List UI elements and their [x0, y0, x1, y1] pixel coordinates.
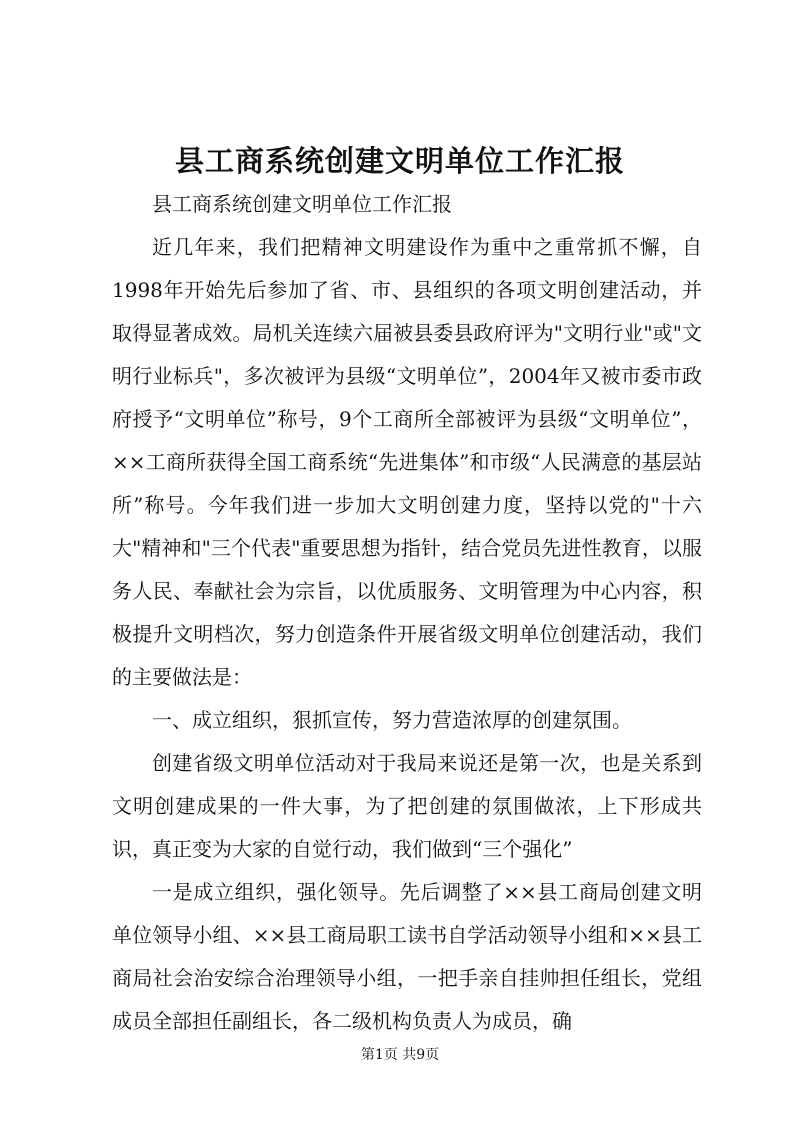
document-body	[112, 183, 702, 1043]
paragraph-first-point: 一是成立组织，强化领导。先后调整了××县工商局创建文明单位领导小组、××县工商局职工读书自学活动领导小组和××县工商局社会治安综合治理领导小组，一把手亲自挂帅担任组长，党组成员全部担任副组长，各二级机构负责人为成员，确	[112, 880, 702, 1033]
paragraph-section-heading: 一、成立组织，狠抓宣传，努力营造浓厚的创建氛围。	[152, 708, 632, 732]
paragraph-intro: 近几年来，我们把精神文明建设作为重中之重常抓不懈，自1998年开始先后参加了省、市、县组织的各项文明创建活动，并取得显著成效。局机关连续六届被县委县政府评为"文明行业"或"文明行业标兵"，多次被评为县级“文明单位”，2004年又被市委市政府授予“文明单位”称号，9个工商所全部被评为县级“文明单位”，××工商所获得全国工商系统“先进集体”和市级“人民满意的基层站所”称号。今年我们进一步加大文明创建力度，坚持以党的"十六大"精神和"三个代表"重要思想为指针，结合党员先进性教育，以服务人民、奉献社会为宗旨，以优质服务、文明管理为中心内容，积极提升文明档次，努力创造条件开展省级文明单位创建活动，我们的主要做法是：	[112, 235, 702, 689]
document-title: 县工商系统创建文明单位工作汇报	[174, 144, 625, 178]
page-footer: 第1页 共9页	[360, 1047, 440, 1063]
paragraph-section-body: 创建省级文明单位活动对于我局来说还是第一次，也是关系到文明创建成果的一件大事，为了把创建的氛围做浓，上下形成共识，真正变为大家的自觉行动，我们做到“三个强化”	[112, 751, 702, 861]
paragraph-subtitle: 县工商系统创建文明单位工作汇报	[152, 192, 452, 216]
